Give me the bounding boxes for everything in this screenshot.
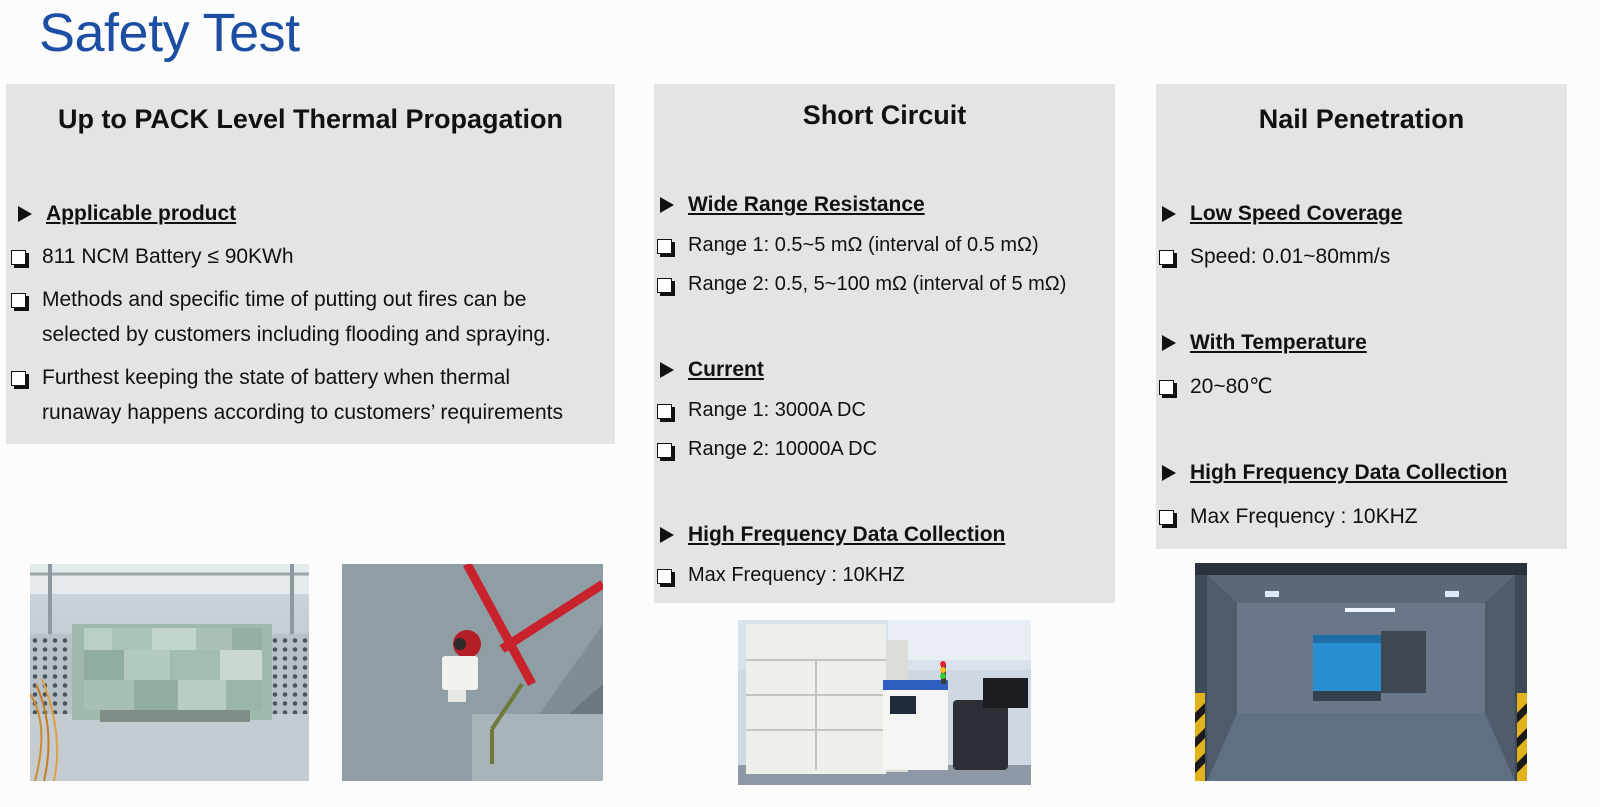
- hf-item: Max Frequency : 10KHZ: [654, 558, 905, 593]
- temp-heading-row: With Temperature: [1156, 325, 1367, 360]
- nail-hf-heading-row: High Frequency Data Collection: [1156, 455, 1507, 490]
- checkbox-bullet-icon: [654, 558, 688, 584]
- checkbox-bullet-icon: [654, 228, 688, 254]
- triangle-bullet-icon: [1156, 455, 1190, 481]
- thermal-title: Up to PACK Level Thermal Propagation: [57, 104, 564, 134]
- checkbox-bullet-icon: [1156, 239, 1190, 265]
- triangle-bullet-icon: [654, 187, 688, 213]
- current-heading-row: Current: [654, 352, 764, 387]
- thermal-item: Methods and specific time of putting out fires can be selected by customers including flooding and spraying.: [8, 282, 551, 352]
- resistance-heading-row: Wide Range Resistance: [654, 187, 925, 222]
- resistance-item: Range 1: 0.5~5 mΩ (interval of 0.5 mΩ): [654, 228, 1039, 263]
- checkbox-bullet-icon: [8, 360, 42, 386]
- checkbox-bullet-icon: [1156, 499, 1190, 525]
- triangle-bullet-icon: [1156, 196, 1190, 222]
- checkbox-bullet-icon: [654, 267, 688, 293]
- resistance-item: Range 2: 0.5, 5~100 mΩ (interval of 5 mΩ): [654, 267, 1066, 302]
- triangle-bullet-icon: [654, 352, 688, 378]
- speed-item: Speed: 0.01~80mm/s: [1156, 239, 1390, 274]
- pixelated-battery: [72, 624, 272, 722]
- thermal-item: 811 NCM Battery ≤ 90KWh: [8, 239, 294, 274]
- thermal-item: Furthest keeping the state of battery when thermal runaway happens according to customers’ requirements: [8, 360, 563, 430]
- checkbox-bullet-icon: [654, 393, 688, 419]
- nail-panel: [1156, 84, 1567, 549]
- current-item: Range 1: 3000A DC: [654, 393, 866, 428]
- checkbox-bullet-icon: [1156, 369, 1190, 395]
- triangle-bullet-icon: [654, 517, 688, 543]
- triangle-bullet-icon: [12, 196, 46, 222]
- applicable-product-heading: Applicable product: [46, 202, 237, 225]
- short-circuit-equipment-photo: [738, 620, 1031, 785]
- fire-sprinkler-photo: [342, 564, 603, 781]
- hf-heading-row: High Frequency Data Collection: [654, 517, 1005, 552]
- battery-pack-photo: [30, 564, 309, 781]
- checkbox-bullet-icon: [8, 282, 42, 308]
- page-title: Safety Test: [39, 3, 300, 63]
- thermal-panel: [6, 84, 615, 444]
- nail-penetration-chamber-photo: [1195, 563, 1527, 781]
- nail-title: Nail Penetration: [1258, 104, 1465, 134]
- short-circuit-title: Short Circuit: [802, 100, 967, 130]
- triangle-bullet-icon: [1156, 325, 1190, 351]
- nail-hf-item: Max Frequency : 10KHZ: [1156, 499, 1418, 534]
- checkbox-bullet-icon: [654, 432, 688, 458]
- thermal-heading-row: [12, 196, 236, 231]
- checkbox-bullet-icon: [8, 239, 42, 265]
- speed-heading-row: Low Speed Coverage: [1156, 196, 1402, 231]
- temp-item: 20~80℃: [1156, 369, 1273, 404]
- short-circuit-panel: [654, 84, 1115, 603]
- current-item: Range 2: 10000A DC: [654, 432, 877, 467]
